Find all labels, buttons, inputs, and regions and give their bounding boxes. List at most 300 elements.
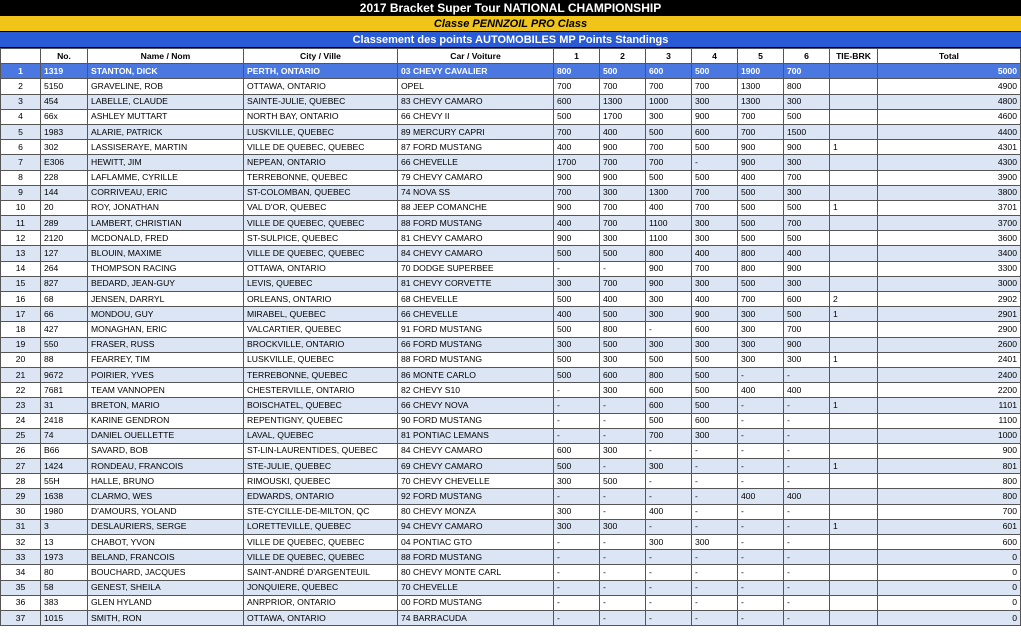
car-cell: 90 FORD MUSTANG (398, 413, 554, 428)
car-cell: 86 MONTE CARLO (398, 367, 554, 382)
city-cell: LUSKVILLE, QUEBEC (244, 352, 398, 367)
race-5-cell: - (738, 428, 784, 443)
city-cell: LUSKVILLE, QUEBEC (244, 124, 398, 139)
race-2-cell: - (600, 398, 646, 413)
number-cell: 1638 (41, 489, 88, 504)
race-2-cell: 300 (600, 185, 646, 200)
race-1-cell: 300 (554, 276, 600, 291)
race-4-cell: 400 (692, 292, 738, 307)
race-3-cell: - (646, 474, 692, 489)
table-row[interactable] (1, 459, 1021, 474)
race-4-cell: 500 (692, 383, 738, 398)
rank-cell: 11 (1, 216, 41, 231)
name-cell: KARINE GENDRON (88, 413, 244, 428)
race-6-cell: - (784, 610, 830, 625)
race-4-cell: 300 (692, 276, 738, 291)
rank-cell: 18 (1, 322, 41, 337)
number-cell: 427 (41, 322, 88, 337)
table-row[interactable] (1, 337, 1021, 352)
race-4-cell: 700 (692, 200, 738, 215)
race-3-cell: - (646, 519, 692, 534)
name-cell: JENSEN, DARRYL (88, 292, 244, 307)
name-cell: THOMPSON RACING (88, 261, 244, 276)
car-cell: 92 FORD MUSTANG (398, 489, 554, 504)
number-cell: 66x (41, 109, 88, 124)
table-row[interactable] (1, 292, 1021, 307)
race-2-cell: - (600, 413, 646, 428)
car-cell: 87 FORD MUSTANG (398, 140, 554, 155)
col-header-total[interactable]: Total (878, 49, 1021, 64)
rank-cell: 37 (1, 610, 41, 625)
table-row[interactable] (1, 79, 1021, 94)
race-5-cell: 300 (738, 337, 784, 352)
table-row[interactable] (1, 155, 1021, 170)
city-cell: RIMOUSKI, QUEBEC (244, 474, 398, 489)
city-cell: BOISCHATEL, QUEBEC (244, 398, 398, 413)
race-6-cell: 400 (784, 489, 830, 504)
race-6-cell: - (784, 398, 830, 413)
rank-cell: 22 (1, 383, 41, 398)
total-cell: 3900 (878, 170, 1021, 185)
class-title: Classe PENNZOIL PRO Class (0, 16, 1021, 32)
race-2-cell: 700 (600, 79, 646, 94)
car-cell: 68 CHEVELLE (398, 292, 554, 307)
race-3-cell: 1000 (646, 94, 692, 109)
race-1-cell: 500 (554, 367, 600, 382)
number-cell: 228 (41, 170, 88, 185)
race-1-cell: - (554, 383, 600, 398)
race-1-cell: 300 (554, 337, 600, 352)
city-cell: VILLE DE QUEBEC, QUEBEC (244, 550, 398, 565)
race-4-cell: 600 (692, 322, 738, 337)
race-3-cell: 1100 (646, 231, 692, 246)
tie-break-cell (830, 216, 878, 231)
race-4-cell: 400 (692, 246, 738, 261)
tie-break-cell (830, 231, 878, 246)
total-cell: 800 (878, 474, 1021, 489)
total-cell: 4400 (878, 124, 1021, 139)
race-2-cell: - (600, 610, 646, 625)
car-cell: 84 CHEVY CAMARO (398, 246, 554, 261)
race-2-cell: 300 (600, 519, 646, 534)
race-4-cell: 700 (692, 185, 738, 200)
race-1-cell: 300 (554, 519, 600, 534)
total-cell: 3700 (878, 216, 1021, 231)
name-cell: GENEST, SHEILA (88, 580, 244, 595)
race-1-cell: 500 (554, 459, 600, 474)
race-2-cell: 800 (600, 322, 646, 337)
table-row[interactable] (1, 140, 1021, 155)
race-6-cell: - (784, 519, 830, 534)
number-cell: 58 (41, 580, 88, 595)
name-cell: SMITH, RON (88, 610, 244, 625)
race-1-cell: 300 (554, 504, 600, 519)
number-cell: 2120 (41, 231, 88, 246)
number-cell: 66 (41, 307, 88, 322)
race-2-cell: 500 (600, 246, 646, 261)
total-cell: 4300 (878, 155, 1021, 170)
race-3-cell: - (646, 322, 692, 337)
race-5-cell: - (738, 413, 784, 428)
race-3-cell: 600 (646, 398, 692, 413)
table-row[interactable] (1, 352, 1021, 367)
rank-cell: 27 (1, 459, 41, 474)
total-cell: 800 (878, 489, 1021, 504)
race-3-cell: 500 (646, 352, 692, 367)
car-cell: 94 CHEVY CAMARO (398, 519, 554, 534)
race-6-cell: - (784, 580, 830, 595)
race-5-cell: - (738, 474, 784, 489)
race-1-cell: - (554, 580, 600, 595)
car-cell: 70 CHEVY CHEVELLE (398, 474, 554, 489)
total-cell: 1101 (878, 398, 1021, 413)
name-cell: LABELLE, CLAUDE (88, 94, 244, 109)
col-header-car[interactable]: Car / Voiture (398, 49, 554, 64)
number-cell: 1973 (41, 550, 88, 565)
name-cell: BEDARD, JEAN-GUY (88, 276, 244, 291)
col-header-tie-break[interactable]: TIE-BRK (830, 49, 878, 64)
city-cell: ST-COLOMBAN, QUEBEC (244, 185, 398, 200)
race-2-cell: 1300 (600, 94, 646, 109)
name-cell: CHABOT, YVON (88, 535, 244, 550)
table-row[interactable] (1, 276, 1021, 291)
race-2-cell: 300 (600, 352, 646, 367)
col-header-race-2[interactable]: 2 (600, 49, 646, 64)
race-6-cell: 400 (784, 246, 830, 261)
city-cell: OTTAWA, ONTARIO (244, 610, 398, 625)
total-cell: 4800 (878, 94, 1021, 109)
race-6-cell: 800 (784, 79, 830, 94)
standings-title: Classement des points AUTOMOBILES MP Points Standings (0, 32, 1021, 48)
race-1-cell: - (554, 565, 600, 580)
tie-break-cell (830, 185, 878, 200)
race-6-cell: 300 (784, 155, 830, 170)
tie-break-cell (830, 246, 878, 261)
race-1-cell: 500 (554, 322, 600, 337)
name-cell: LAFLAMME, CYRILLE (88, 170, 244, 185)
city-cell: REPENTIGNY, QUEBEC (244, 413, 398, 428)
name-cell: BOUCHARD, JACQUES (88, 565, 244, 580)
tie-break-cell (830, 337, 878, 352)
name-cell: DANIEL OUELLETTE (88, 428, 244, 443)
race-1-cell: - (554, 398, 600, 413)
tie-break-cell: 1 (830, 352, 878, 367)
total-cell: 2600 (878, 337, 1021, 352)
race-5-cell: - (738, 565, 784, 580)
header-row (1, 49, 1021, 64)
race-5-cell: - (738, 595, 784, 610)
name-cell: FEARREY, TIM (88, 352, 244, 367)
race-5-cell: - (738, 519, 784, 534)
race-4-cell: 500 (692, 352, 738, 367)
race-3-cell: 1300 (646, 185, 692, 200)
race-6-cell: 400 (784, 383, 830, 398)
race-4-cell: - (692, 595, 738, 610)
rank-cell: 9 (1, 185, 41, 200)
rank-cell: 3 (1, 94, 41, 109)
race-6-cell: 500 (784, 231, 830, 246)
table-row[interactable] (1, 489, 1021, 504)
race-4-cell: 600 (692, 413, 738, 428)
rank-cell: 29 (1, 489, 41, 504)
race-4-cell: - (692, 459, 738, 474)
table-row[interactable] (1, 504, 1021, 519)
car-cell: 70 CHEVELLE (398, 580, 554, 595)
race-5-cell: 300 (738, 322, 784, 337)
tie-break-cell: 1 (830, 519, 878, 534)
tie-break-cell (830, 124, 878, 139)
col-header-race-3[interactable]: 3 (646, 49, 692, 64)
number-cell: 1424 (41, 459, 88, 474)
race-2-cell: - (600, 595, 646, 610)
race-6-cell: 1500 (784, 124, 830, 139)
number-cell: 20 (41, 200, 88, 215)
city-cell: PERTH, ONTARIO (244, 64, 398, 79)
race-5-cell: 500 (738, 185, 784, 200)
race-1-cell: - (554, 489, 600, 504)
race-2-cell: 400 (600, 292, 646, 307)
table-row[interactable] (1, 200, 1021, 215)
rank-cell: 32 (1, 535, 41, 550)
race-1-cell: 600 (554, 94, 600, 109)
race-4-cell: 500 (692, 398, 738, 413)
race-5-cell: 500 (738, 231, 784, 246)
race-3-cell: 800 (646, 246, 692, 261)
rank-cell: 10 (1, 200, 41, 215)
table-row[interactable] (1, 246, 1021, 261)
number-cell: 31 (41, 398, 88, 413)
number-cell: 289 (41, 216, 88, 231)
race-1-cell: - (554, 595, 600, 610)
name-cell: POIRIER, YVES (88, 367, 244, 382)
race-6-cell: - (784, 367, 830, 382)
total-cell: 3400 (878, 246, 1021, 261)
race-3-cell: 800 (646, 367, 692, 382)
race-4-cell: 900 (692, 109, 738, 124)
number-cell: 383 (41, 595, 88, 610)
race-2-cell: 500 (600, 337, 646, 352)
total-cell: 4600 (878, 109, 1021, 124)
table-row[interactable] (1, 595, 1021, 610)
number-cell: 7681 (41, 383, 88, 398)
tie-break-cell (830, 367, 878, 382)
race-1-cell: 1700 (554, 155, 600, 170)
race-4-cell: - (692, 519, 738, 534)
race-4-cell: 600 (692, 124, 738, 139)
race-1-cell: - (554, 610, 600, 625)
col-header-race-5[interactable]: 5 (738, 49, 784, 64)
race-2-cell: - (600, 428, 646, 443)
race-5-cell: 400 (738, 170, 784, 185)
race-3-cell: 300 (646, 109, 692, 124)
name-cell: CORRIVEAU, ERIC (88, 185, 244, 200)
table-row[interactable] (1, 519, 1021, 534)
col-header-race-1[interactable]: 1 (554, 49, 600, 64)
race-2-cell: 500 (600, 307, 646, 322)
race-2-cell: 300 (600, 383, 646, 398)
race-3-cell: 700 (646, 155, 692, 170)
col-header-number[interactable]: No. (41, 49, 88, 64)
table-row[interactable] (1, 383, 1021, 398)
rank-cell: 20 (1, 352, 41, 367)
race-5-cell: - (738, 367, 784, 382)
race-3-cell: 500 (646, 413, 692, 428)
car-cell: 04 PONTIAC GTO (398, 535, 554, 550)
number-cell: E306 (41, 155, 88, 170)
table-row[interactable] (1, 580, 1021, 595)
total-cell: 700 (878, 504, 1021, 519)
name-cell: D'AMOURS, YOLAND (88, 504, 244, 519)
city-cell: VALCARTIER, QUEBEC (244, 322, 398, 337)
total-cell: 4301 (878, 140, 1021, 155)
race-6-cell: - (784, 459, 830, 474)
table-row[interactable] (1, 443, 1021, 458)
tie-break-cell (830, 580, 878, 595)
number-cell: 2418 (41, 413, 88, 428)
number-cell: 454 (41, 94, 88, 109)
car-cell: 69 CHEVY CAMARO (398, 459, 554, 474)
col-header-rank[interactable] (1, 49, 41, 64)
table-row[interactable] (1, 261, 1021, 276)
race-6-cell: 500 (784, 200, 830, 215)
number-cell: 1015 (41, 610, 88, 625)
race-3-cell: 400 (646, 504, 692, 519)
rank-cell: 26 (1, 443, 41, 458)
race-6-cell: - (784, 595, 830, 610)
car-cell: 66 CHEVY NOVA (398, 398, 554, 413)
race-4-cell: 500 (692, 140, 738, 155)
table-row[interactable] (1, 535, 1021, 550)
table-row[interactable] (1, 307, 1021, 322)
race-3-cell: 300 (646, 459, 692, 474)
col-header-name[interactable]: Name / Nom (88, 49, 244, 64)
car-cell: 88 FORD MUSTANG (398, 216, 554, 231)
city-cell: SAINTE-JULIE, QUEBEC (244, 94, 398, 109)
city-cell: TERREBONNE, QUEBEC (244, 367, 398, 382)
race-1-cell: 500 (554, 352, 600, 367)
table-row[interactable] (1, 474, 1021, 489)
name-cell: ALARIE, PATRICK (88, 124, 244, 139)
race-5-cell: 400 (738, 383, 784, 398)
name-cell: MONDOU, GUY (88, 307, 244, 322)
race-6-cell: 900 (784, 261, 830, 276)
race-2-cell: - (600, 261, 646, 276)
race-2-cell: 900 (600, 170, 646, 185)
rank-cell: 23 (1, 398, 41, 413)
race-4-cell: 300 (692, 216, 738, 231)
race-2-cell: - (600, 459, 646, 474)
number-cell: 80 (41, 565, 88, 580)
table-row[interactable] (1, 64, 1021, 79)
col-header-race-6[interactable]: 6 (784, 49, 830, 64)
race-5-cell: - (738, 535, 784, 550)
car-cell: 81 PONTIAC LEMANS (398, 428, 554, 443)
col-header-city[interactable]: City / Ville (244, 49, 398, 64)
table-row[interactable] (1, 124, 1021, 139)
race-3-cell: 600 (646, 383, 692, 398)
rank-cell: 35 (1, 580, 41, 595)
total-cell: 0 (878, 610, 1021, 625)
car-cell: 70 DODGE SUPERBEE (398, 261, 554, 276)
number-cell: 74 (41, 428, 88, 443)
table-row[interactable] (1, 413, 1021, 428)
table-row[interactable] (1, 231, 1021, 246)
col-header-race-4[interactable]: 4 (692, 49, 738, 64)
car-cell: 82 CHEVY S10 (398, 383, 554, 398)
tie-break-cell (830, 276, 878, 291)
name-cell: CLARMO, WES (88, 489, 244, 504)
city-cell: ST-LIN-LAURENTIDES, QUEBEC (244, 443, 398, 458)
race-5-cell: - (738, 610, 784, 625)
total-cell: 2900 (878, 322, 1021, 337)
race-6-cell: - (784, 565, 830, 580)
tie-break-cell (830, 94, 878, 109)
race-4-cell: - (692, 443, 738, 458)
car-cell: 81 CHEVY CAMARO (398, 231, 554, 246)
race-1-cell: - (554, 428, 600, 443)
race-2-cell: 400 (600, 124, 646, 139)
race-1-cell: 500 (554, 109, 600, 124)
table-row[interactable] (1, 398, 1021, 413)
tie-break-cell (830, 428, 878, 443)
table-row[interactable] (1, 550, 1021, 565)
rank-cell: 19 (1, 337, 41, 352)
table-row[interactable] (1, 565, 1021, 580)
race-6-cell: 700 (784, 322, 830, 337)
table-row[interactable] (1, 322, 1021, 337)
race-3-cell: 1100 (646, 216, 692, 231)
city-cell: NORTH BAY, ONTARIO (244, 109, 398, 124)
table-row[interactable] (1, 610, 1021, 625)
tie-break-cell (830, 383, 878, 398)
race-3-cell: 500 (646, 124, 692, 139)
race-6-cell: - (784, 443, 830, 458)
race-6-cell: - (784, 474, 830, 489)
rank-cell: 34 (1, 565, 41, 580)
race-6-cell: 300 (784, 276, 830, 291)
tie-break-cell: 1 (830, 459, 878, 474)
race-4-cell: - (692, 474, 738, 489)
table-row[interactable] (1, 185, 1021, 200)
race-2-cell: - (600, 489, 646, 504)
race-6-cell: - (784, 428, 830, 443)
tie-break-cell (830, 504, 878, 519)
rank-cell: 8 (1, 170, 41, 185)
table-row[interactable] (1, 428, 1021, 443)
race-5-cell: 300 (738, 352, 784, 367)
tie-break-cell (830, 443, 878, 458)
rank-cell: 15 (1, 276, 41, 291)
name-cell: TEAM VANNOPEN (88, 383, 244, 398)
race-4-cell: 300 (692, 337, 738, 352)
rank-cell: 30 (1, 504, 41, 519)
table-row[interactable] (1, 170, 1021, 185)
tie-break-cell: 1 (830, 307, 878, 322)
race-4-cell: - (692, 610, 738, 625)
city-cell: LAVAL, QUEBEC (244, 428, 398, 443)
city-cell: STE-JULIE, QUEBEC (244, 459, 398, 474)
rank-cell: 12 (1, 231, 41, 246)
race-4-cell: 700 (692, 79, 738, 94)
race-3-cell: 700 (646, 428, 692, 443)
table-row[interactable] (1, 94, 1021, 109)
table-row[interactable] (1, 109, 1021, 124)
table-row[interactable] (1, 367, 1021, 382)
table-row[interactable] (1, 216, 1021, 231)
city-cell: BROCKVILLE, ONTARIO (244, 337, 398, 352)
car-cell: 84 CHEVY CAMARO (398, 443, 554, 458)
race-1-cell: - (554, 535, 600, 550)
